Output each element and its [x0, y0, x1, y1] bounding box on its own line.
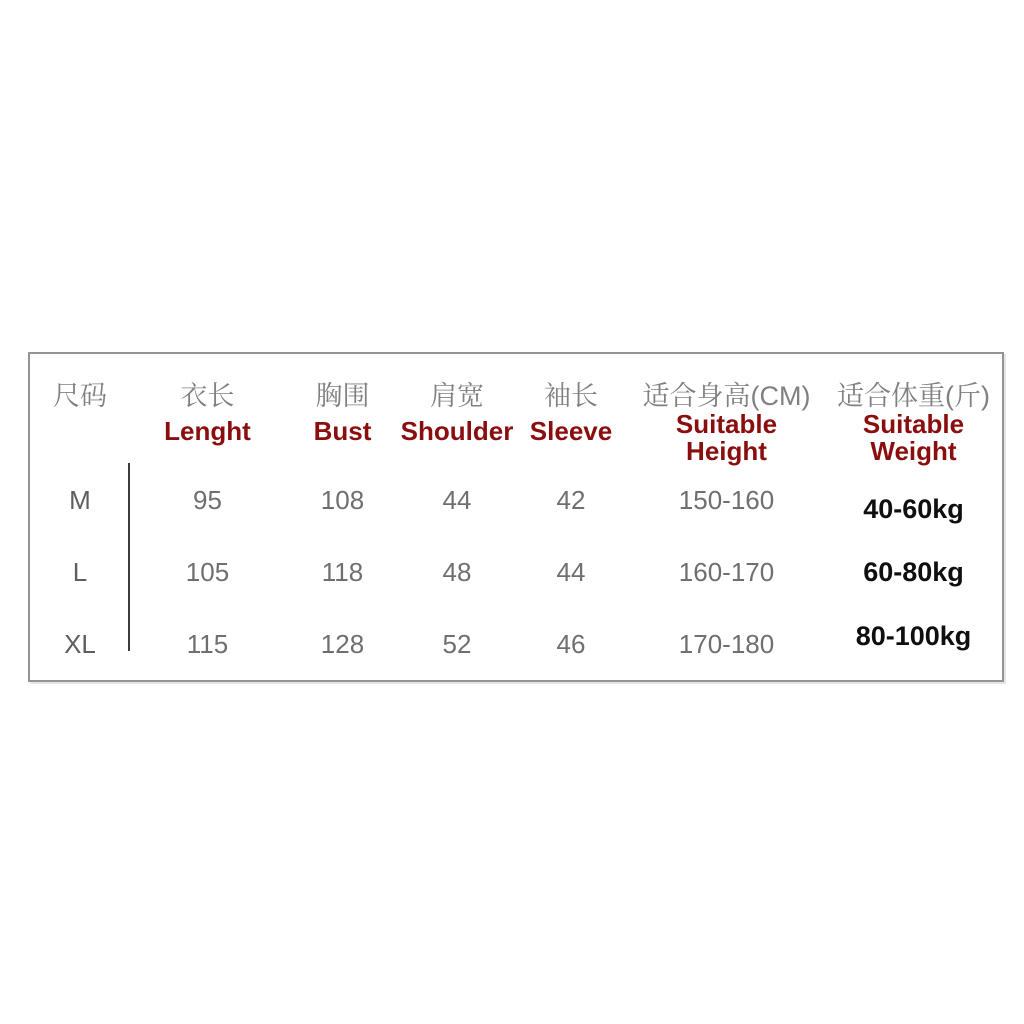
bust-cell: 108 — [320, 485, 365, 516]
length-cell: 95 — [193, 485, 222, 516]
column-header-suitable-weight — [825, 381, 1002, 466]
shoulder-cell: 52 — [442, 628, 472, 659]
column-header-suitable-height — [628, 381, 825, 466]
suitable-height-cell: 170-180 — [678, 628, 775, 659]
column-header-bust — [285, 381, 400, 446]
column-header-length — [130, 381, 285, 446]
table-row-m — [30, 465, 1002, 537]
suitable-weight-cell: 60-80kg — [863, 557, 964, 587]
table-header-row — [30, 354, 1002, 466]
sleeve-cell: 44 — [556, 557, 586, 587]
column-header-size — [30, 381, 130, 438]
suitable-height-cell: 150-160 — [678, 485, 775, 516]
size-cell: L — [72, 557, 88, 587]
suitable-height-header-en: Suitable Height — [675, 409, 778, 466]
table-row-xl — [30, 608, 1002, 680]
table-body — [30, 465, 1002, 680]
shoulder-cell: 44 — [442, 485, 472, 516]
suitable-weight-cell: 80-100kg — [855, 620, 972, 651]
length-cell: 105 — [185, 557, 230, 587]
size-table — [28, 352, 1004, 682]
suitable-weight-cell: 40-60kg — [863, 494, 964, 525]
sleeve-cell: 46 — [556, 628, 586, 659]
length-header-zh: 衣长 — [180, 381, 235, 411]
length-cell: 115 — [186, 628, 229, 659]
size-cell: M — [69, 485, 91, 516]
sleeve-cell: 42 — [556, 485, 586, 516]
shoulder-header-en: Shoulder — [400, 416, 514, 446]
shoulder-cell: 48 — [442, 557, 472, 587]
bust-cell: 118 — [321, 557, 364, 587]
column-header-sleeve — [514, 381, 628, 446]
sleeve-header-en: Sleeve — [529, 416, 613, 446]
bust-header-en: Bust — [313, 416, 372, 446]
shoulder-header-zh: 肩宽 — [430, 381, 484, 411]
size-header-zh: 尺码 — [53, 381, 107, 411]
suitable-height-header-zh: 适合身高(CM) — [642, 381, 811, 411]
length-header-en: Lenght — [164, 416, 251, 446]
size-cell: XL — [64, 628, 96, 659]
bust-cell: 128 — [320, 628, 365, 659]
suitable-weight-header-en: Suitable Weight — [862, 409, 965, 466]
sleeve-header-zh: 袖长 — [544, 381, 598, 411]
suitable-height-cell: 160-170 — [678, 557, 775, 587]
table-row-l — [30, 537, 1002, 609]
suitable-weight-header-zh: 适合体重(斤) — [837, 381, 990, 411]
bust-header-zh: 胸围 — [315, 381, 370, 411]
column-header-shoulder — [400, 381, 514, 446]
